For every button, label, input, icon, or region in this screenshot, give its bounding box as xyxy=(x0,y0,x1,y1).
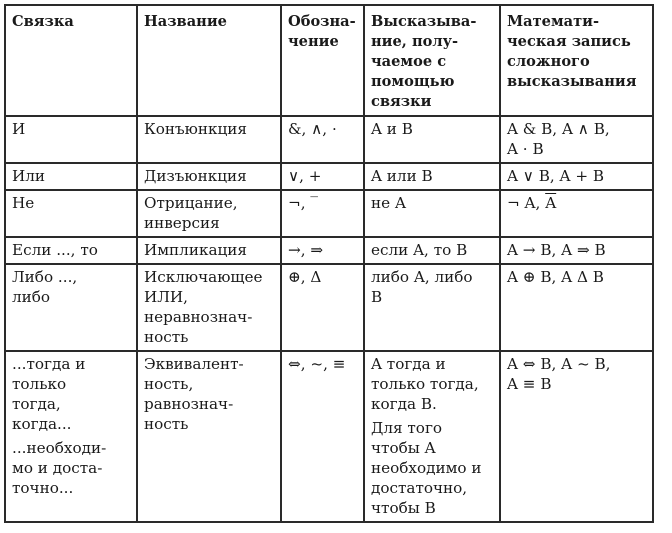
header-connective: Связка xyxy=(5,5,137,116)
cell-name: Конъюнкция xyxy=(137,116,281,163)
header-symbol: Обозна- чение xyxy=(281,5,364,116)
cell-name: Дизъюнкция xyxy=(137,163,281,190)
cell-math: A & B, A ∧ B, A · B xyxy=(500,116,653,163)
connective-text-2: ...необходи- мо и доста- точно... xyxy=(12,439,107,497)
header-math: Математи- ческая запись сложного высказывания xyxy=(500,5,653,116)
table-row xyxy=(5,264,653,351)
cell-connective: Не xyxy=(5,190,137,237)
cell-statement: либо A, либо B xyxy=(364,264,500,351)
cell-symbol: ∨, + xyxy=(281,163,364,190)
cell-statement: A и B xyxy=(364,116,500,163)
cell-math: A ∨ B, A + B xyxy=(500,163,653,190)
cell-connective: Или xyxy=(5,163,137,190)
header-statement: Высказыва- ние, полу- чаемое с помощью связки xyxy=(364,5,500,116)
connective-text-1: ...тогда и только тогда, когда... xyxy=(12,355,86,433)
cell-symbol: ⊕, Δ xyxy=(281,264,364,351)
cell-connective: Либо ..., либо xyxy=(5,264,137,351)
cell-name: Отрицание, инверсия xyxy=(137,190,281,237)
table-row xyxy=(5,163,653,190)
cell-math: A → B, A ⇒ B xyxy=(500,237,653,264)
table-row xyxy=(5,237,653,264)
cell-statement: не A xyxy=(364,190,500,237)
table-row xyxy=(5,351,653,522)
negated-variable: $\overline{A}$ xyxy=(545,194,557,212)
cell-statement: если A, то B xyxy=(364,237,500,264)
cell-statement: A или B xyxy=(364,163,500,190)
logic-connectives-table xyxy=(4,4,654,523)
cell-connective: Если ..., то xyxy=(5,237,137,264)
cell-connective xyxy=(5,351,137,522)
cell-math xyxy=(500,190,653,237)
cell-math: A ⊕ B, A Δ B xyxy=(500,264,653,351)
cell-symbol: ¬, ‾ xyxy=(281,190,364,237)
cell-symbol: &, ∧, · xyxy=(281,116,364,163)
table-row xyxy=(5,190,653,237)
cell-name: Исключающее ИЛИ, неравнознач- ность xyxy=(137,264,281,351)
header-name: Название xyxy=(137,5,281,116)
table-row xyxy=(5,116,653,163)
statement-text-1: A тогда и только тогда, когда B. xyxy=(371,355,479,413)
cell-math: A ⇔ B, A ~ B, A ≡ B xyxy=(500,351,653,522)
statement-text-2: Для того чтобы A необходимо и достаточно, чтобы B xyxy=(371,419,482,517)
cell-connective: И xyxy=(5,116,137,163)
cell-name: Импликация xyxy=(137,237,281,264)
cell-symbol: ⇔, ~, ≡ xyxy=(281,351,364,522)
cell-math-text: ¬ A, xyxy=(507,194,541,212)
cell-statement xyxy=(364,351,500,522)
header-row xyxy=(5,5,653,116)
cell-name: Эквивалент- ность, равнознач- ность xyxy=(137,351,281,522)
cell-symbol: →, ⇒ xyxy=(281,237,364,264)
